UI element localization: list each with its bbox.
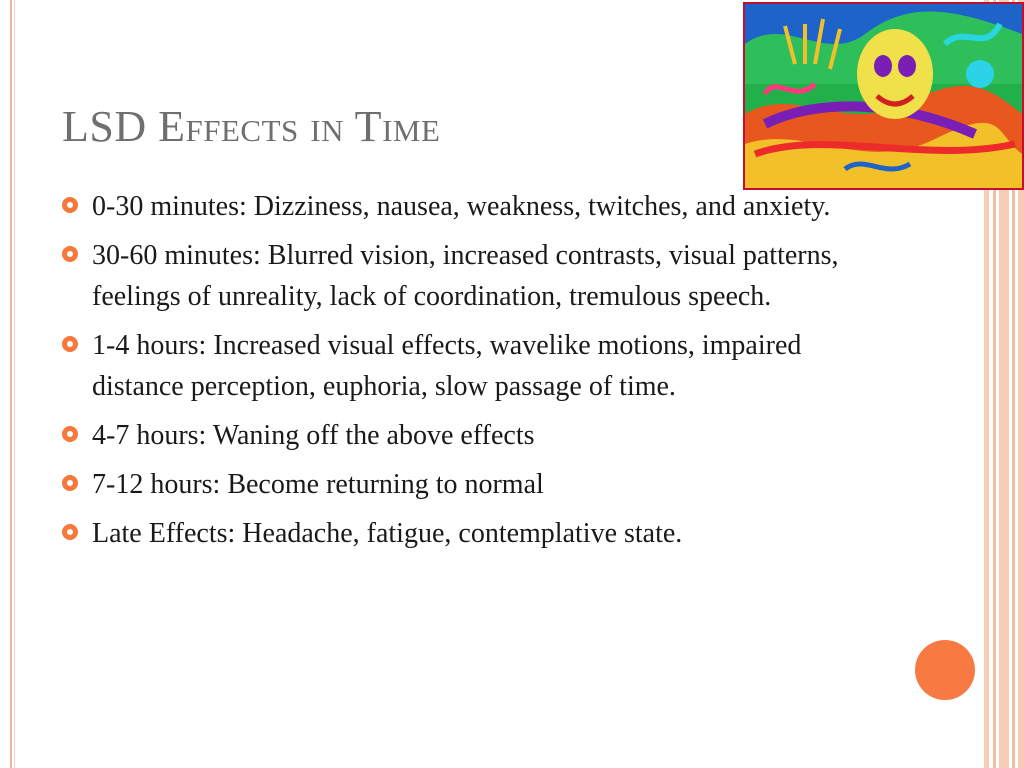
list-item	[62, 513, 862, 554]
bullet-text: Late Effects: Headache, fatigue, contemplative state.	[92, 518, 683, 549]
bullet-ring-icon	[62, 524, 78, 540]
list-item	[62, 415, 862, 456]
bullet-text: 1-4 hours: Increased visual effects, wavelike motions, impaired distance perception, euphoria, slow passage of time.	[92, 330, 802, 402]
list-item	[62, 235, 862, 317]
slide-title: LSD Effects in Time	[62, 102, 441, 151]
bullet-ring-icon	[62, 336, 78, 352]
list-item	[62, 464, 862, 505]
list-item	[62, 325, 862, 407]
left-border-line	[10, 0, 12, 768]
bullet-ring-icon	[62, 197, 78, 213]
bullet-text: 4-7 hours: Waning off the above effects	[92, 420, 535, 451]
bullet-text: 0-30 minutes: Dizziness, nausea, weakness, twitches, and anxiety.	[92, 191, 831, 222]
decorative-circle	[915, 640, 975, 700]
bullet-ring-icon	[62, 426, 78, 442]
bullet-ring-icon	[62, 475, 78, 491]
bullet-list	[62, 186, 862, 562]
list-item	[62, 186, 862, 227]
bullet-ring-icon	[62, 246, 78, 262]
left-border-line	[14, 0, 15, 768]
psychedelic-artwork-image	[743, 2, 1024, 190]
bullet-text: 30-60 minutes: Blurred vision, increased contrasts, visual patterns, feelings of unreality, lack of coordination, tremulous speech.	[92, 240, 839, 312]
bullet-text: 7-12 hours: Become returning to normal	[92, 469, 544, 500]
